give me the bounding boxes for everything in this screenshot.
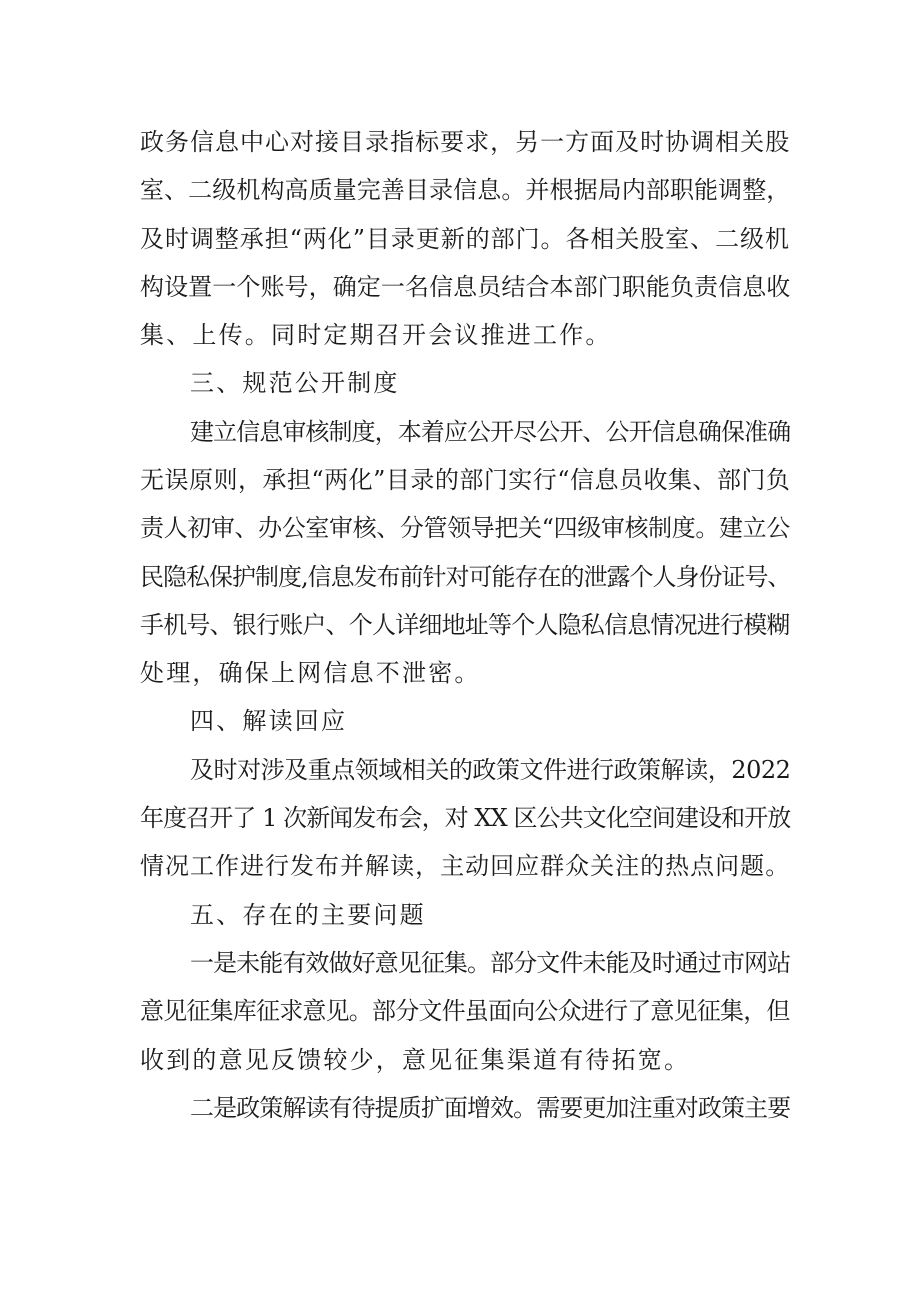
section-heading-4: 四、解读回应 [190, 707, 348, 735]
body-text-line: 构设置一个账号，确定一名信息员结合本部门职能负责信息收 [140, 273, 791, 301]
body-text-line: 及时对涉及重点领域相关的政策文件进行政策解读，2022 [190, 756, 791, 784]
body-text-line: 无误原则，承担“两化”目录的部门实行“信息员收集、部门负 [140, 466, 791, 494]
body-text-line: 情况工作进行发布并解读，主动回应群众关注的热点问题。 [140, 852, 791, 880]
body-text-line: 处理，确保上网信息不泄密。 [140, 659, 481, 687]
section-heading-5: 五、存在的主要问题 [190, 901, 426, 929]
section-heading-3: 三、规范公开制度 [190, 369, 400, 397]
body-text-line: 年度召开了 1 次新闻发布会，对 XX 区公共文化空间建设和开放 [140, 804, 791, 832]
body-text-line: 及时调整承担“两化”目录更新的部门。各相关股室、二级机 [140, 225, 790, 253]
body-text-line: 二是政策解读有待提质扩面增效。需要更加注重对政策主要 [190, 1094, 791, 1122]
body-text-line: 责人初审、办公室审核、分管领导把关“四级审核制度。建立公 [140, 514, 790, 542]
body-text-line: 政务信息中心对接目录指标要求，另一方面及时协调相关股 [140, 128, 791, 156]
body-text-line: 室、二级机构高质量完善目录信息。并根据局内部职能调整， [140, 176, 791, 204]
body-text-line: 一是未能有效做好意见征集。部分文件未能及时通过市网站 [190, 949, 791, 977]
body-text-line: 集、上传。同时定期召开会议推进工作。 [140, 321, 612, 349]
body-text-line: 收到的意见反馈较少，意见征集渠道有待拓宽。 [140, 1046, 691, 1074]
body-text-line: 意见征集库征求意见。部分文件虽面向公众进行了意见征集，但 [140, 997, 790, 1025]
body-text-line: 建立信息审核制度，本着应公开尽公开、公开信息确保准确 [190, 418, 791, 446]
body-text-line: 手机号、银行账户、个人详细地址等个人隐私信息情况进行模糊 [140, 611, 790, 639]
body-text-line: 民隐私保护制度,信息发布前针对可能存在的泄露个人身份证号、 [140, 563, 791, 591]
